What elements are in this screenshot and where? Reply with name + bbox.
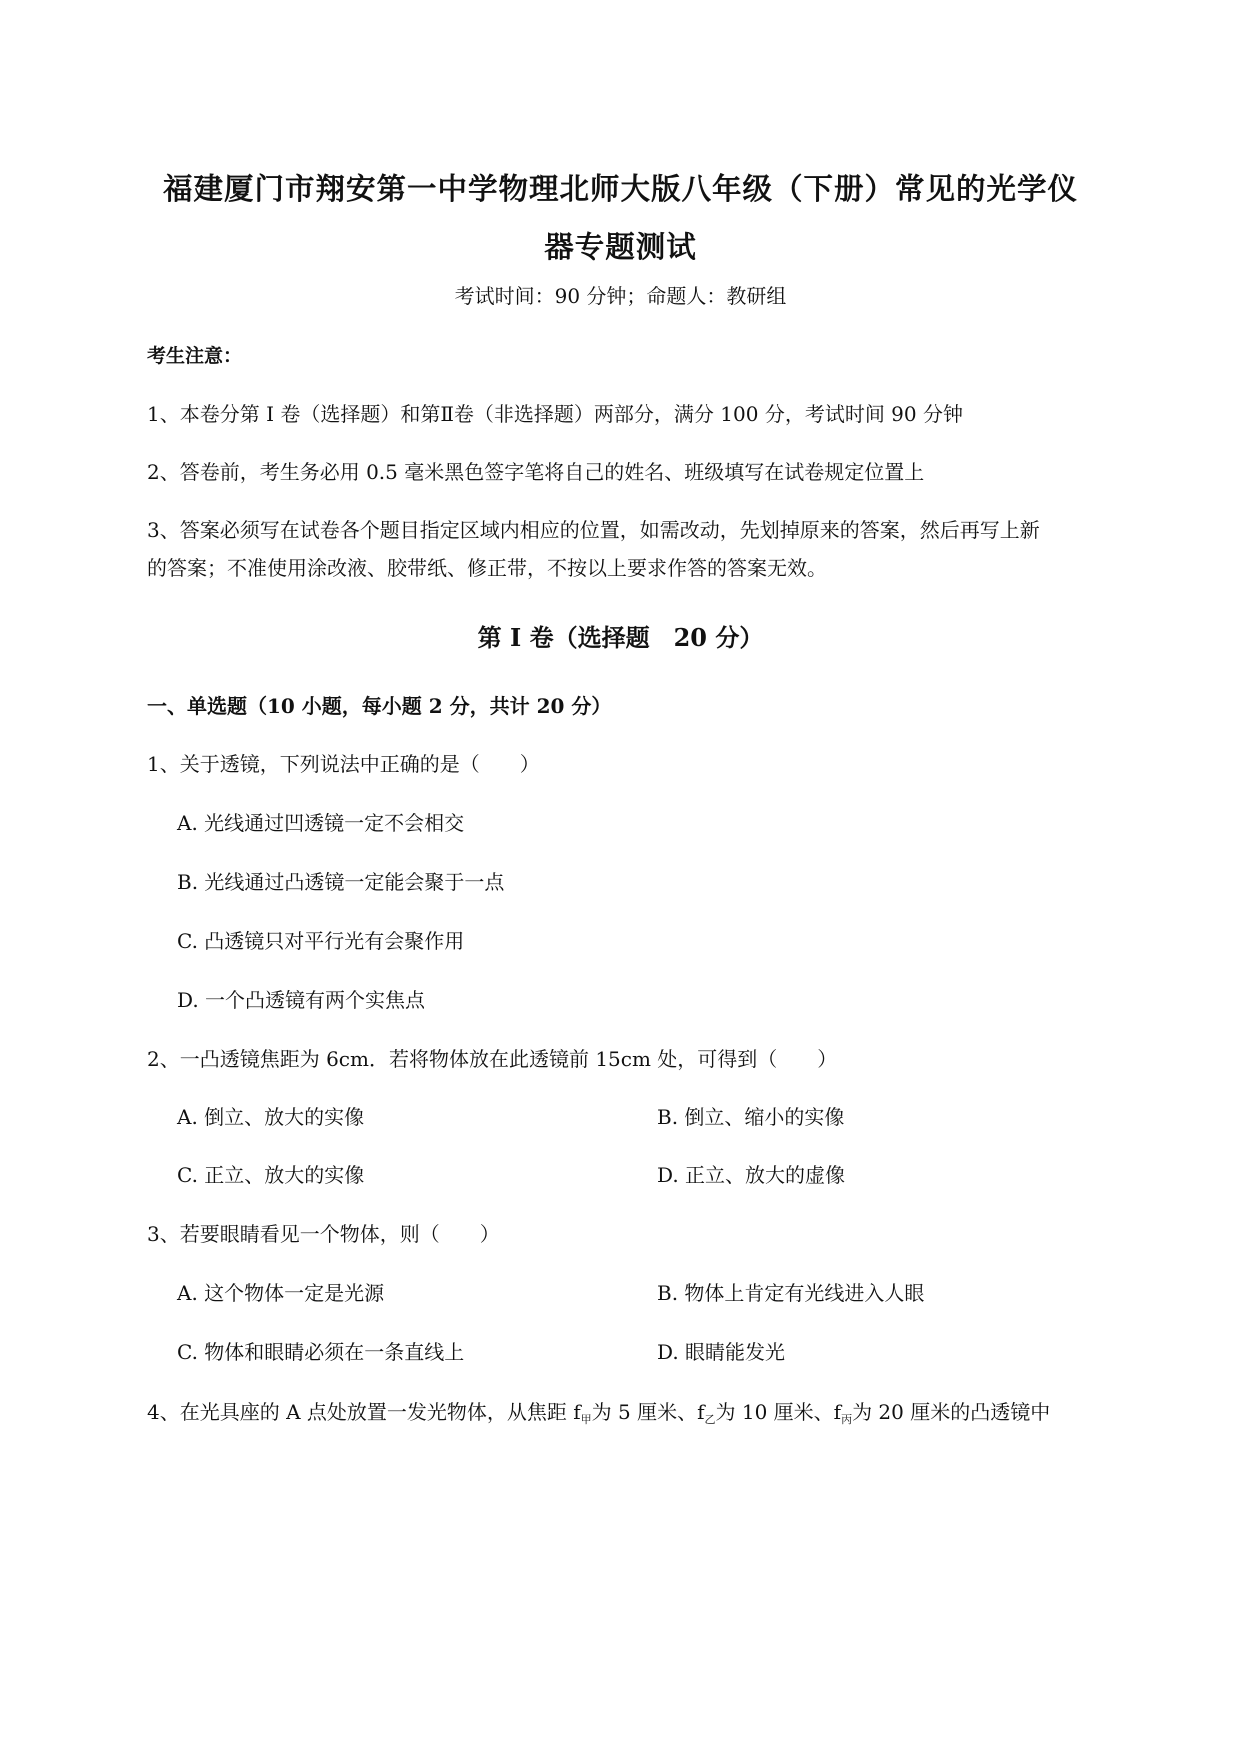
question-4-subscript-bing: 丙 <box>841 1413 853 1426</box>
notice-heading: 考生注意： <box>147 345 243 367</box>
exam-subtitle: 考试时间：90 分钟；命题人：教研组 <box>454 284 787 308</box>
exam-title-line-1: 福建厦门市翔安第一中学物理北师大版八年级（下册）常见的光学仪 <box>162 171 1078 206</box>
notice-item-3: 3、答案必须写在试卷各个题目指定区域内相应的位置，如需改动，先划掉原来的答案，然后再写上新 <box>147 518 1040 542</box>
section-title: 第 I 卷（选择题 20 分） <box>477 623 764 652</box>
notice-item-2: 2、答卷前，考生务必用 0.5 毫米黑色签字笔将自己的姓名、班级填写在试卷规定位置上 <box>147 460 925 484</box>
question-2-option-a: A. 倒立、放大的实像 <box>177 1105 365 1129</box>
question-4-subscript-yi: 乙 <box>704 1413 716 1426</box>
question-4-text-3: 为 10 厘米、f <box>715 1400 842 1424</box>
question-3-option-b: B. 物体上肯定有光线进入人眼 <box>657 1281 925 1305</box>
question-4-stem <box>147 1396 1050 1427</box>
question-3-option-c: C. 物体和眼睛必须在一条直线上 <box>177 1340 465 1364</box>
subsection-title: 一、单选题（10 小题，每小题 2 分，共计 20 分） <box>147 694 612 718</box>
exam-title-line-2: 器专题测试 <box>544 229 697 264</box>
question-1-option-c: C. 凸透镜只对平行光有会聚作用 <box>177 929 465 953</box>
question-2-option-d: D. 正立、放大的虚像 <box>657 1163 846 1187</box>
question-4-text-2: 为 5 厘米、f <box>591 1400 705 1424</box>
notice-item-1: 1、本卷分第 I 卷（选择题）和第Ⅱ卷（非选择题）两部分，满分 100 分，考试时间 90 分钟 <box>147 402 963 426</box>
notice-item-3-continued: 的答案；不准使用涂改液、胶带纸、修正带，不按以上要求作答的答案无效。 <box>147 556 827 580</box>
question-4-subscript-jia: 甲 <box>580 1413 592 1426</box>
question-1-option-d: D. 一个凸透镜有两个实焦点 <box>177 988 426 1012</box>
question-2-option-c: C. 正立、放大的实像 <box>177 1163 365 1187</box>
question-2-option-b: B. 倒立、缩小的实像 <box>657 1105 845 1129</box>
question-4-text-4: 为 20 厘米的凸透镜中 <box>852 1400 1051 1424</box>
question-3-option-a: A. 这个物体一定是光源 <box>177 1281 385 1305</box>
question-1-stem: 1、关于透镜，下列说法中正确的是（ ） <box>147 752 540 776</box>
question-4-text-1: 4、在光具座的 A 点处放置一发光物体，从焦距 f <box>147 1400 581 1424</box>
question-2-stem: 2、一凸透镜焦距为 6cm．若将物体放在此透镜前 15cm 处，可得到（ ） <box>147 1047 838 1071</box>
question-3-option-d: D. 眼睛能发光 <box>657 1340 786 1364</box>
question-3-stem: 3、若要眼睛看见一个物体，则（ ） <box>147 1222 500 1246</box>
question-1-option-a: A. 光线通过凹透镜一定不会相交 <box>177 811 465 835</box>
question-1-option-b: B. 光线通过凸透镜一定能会聚于一点 <box>177 870 505 894</box>
